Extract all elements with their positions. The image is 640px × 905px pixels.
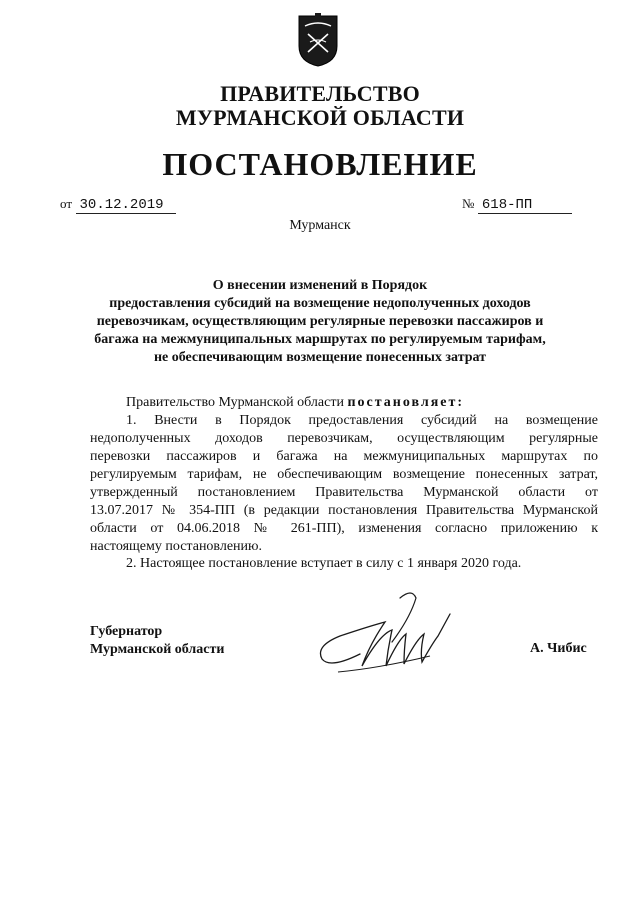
paragraph-line: 13.07.2017 № 354-ПП (в редакции постановления Правительства Мурманской: [90, 503, 598, 518]
intro-emphasis: постановляет:: [347, 395, 465, 410]
resolution-intro: [126, 394, 596, 412]
paragraph-2: 2. Настоящее постановление вступает в силу с 1 января 2020 года.: [126, 556, 522, 571]
signer-position-line1: Губернатор: [90, 624, 163, 639]
paragraph-line: перевозки пассажиров и багажа на межмуниципальных маршрутах по: [90, 449, 598, 464]
paragraph-line: недополученных доходов перевозчикам, осуществляющим регулярные: [90, 431, 598, 446]
signer-name: А. Чибис: [530, 641, 587, 656]
intro-text: Правительство Мурманской области: [126, 395, 348, 410]
signer-position: [90, 623, 224, 659]
paragraph-line: области от 04.06.2018 № 261-ПП), изменения согласно приложению к: [90, 521, 598, 536]
coat-of-arms-icon: [296, 12, 340, 68]
subject-line: перевозчикам, осуществляющим регулярные перевозки пассажиров и: [96, 314, 544, 329]
org-title-line2: МУРМАНСКОЙ ОБЛАСТИ: [175, 105, 465, 130]
document-subject: [70, 277, 570, 367]
document-number: [462, 196, 572, 214]
subject-line: не обеспечивающим возмещение понесенных затрат: [153, 350, 487, 365]
date-prefix: от: [60, 196, 73, 211]
paragraph-line: 1. Внести в Порядок предоставления субсидий на возмещение: [126, 413, 598, 428]
paragraph-1: [90, 412, 598, 556]
subject-line: О внесении изменений в Порядок: [212, 278, 428, 293]
number-value: 618-ПП: [478, 197, 572, 214]
document-type-heading: ПОСТАНОВЛЕНИЕ: [162, 146, 478, 182]
subject-line: предоставления субсидий на возмещение недополученных доходов: [109, 296, 531, 311]
paragraph-line: утвержденный постановлением Правительства Мурманской области от: [90, 485, 598, 500]
city-name: Мурманск: [289, 218, 351, 233]
org-title-line1: ПРАВИТЕЛЬСТВО: [220, 81, 420, 106]
signer-position-line2: Мурманской области: [90, 642, 225, 657]
number-prefix: №: [462, 196, 475, 211]
date-value: 30.12.2019: [76, 197, 176, 214]
paragraph-line: настоящему постановлению.: [90, 539, 262, 554]
handwritten-signature-icon: [300, 584, 480, 694]
document-date: [60, 196, 176, 214]
paragraph-line: регулируемым тарифам, не обеспечивающим возмещение понесенных затрат,: [90, 467, 598, 482]
subject-line: багажа на межмуниципальных маршрутах по регулируемым тарифам,: [94, 332, 546, 347]
